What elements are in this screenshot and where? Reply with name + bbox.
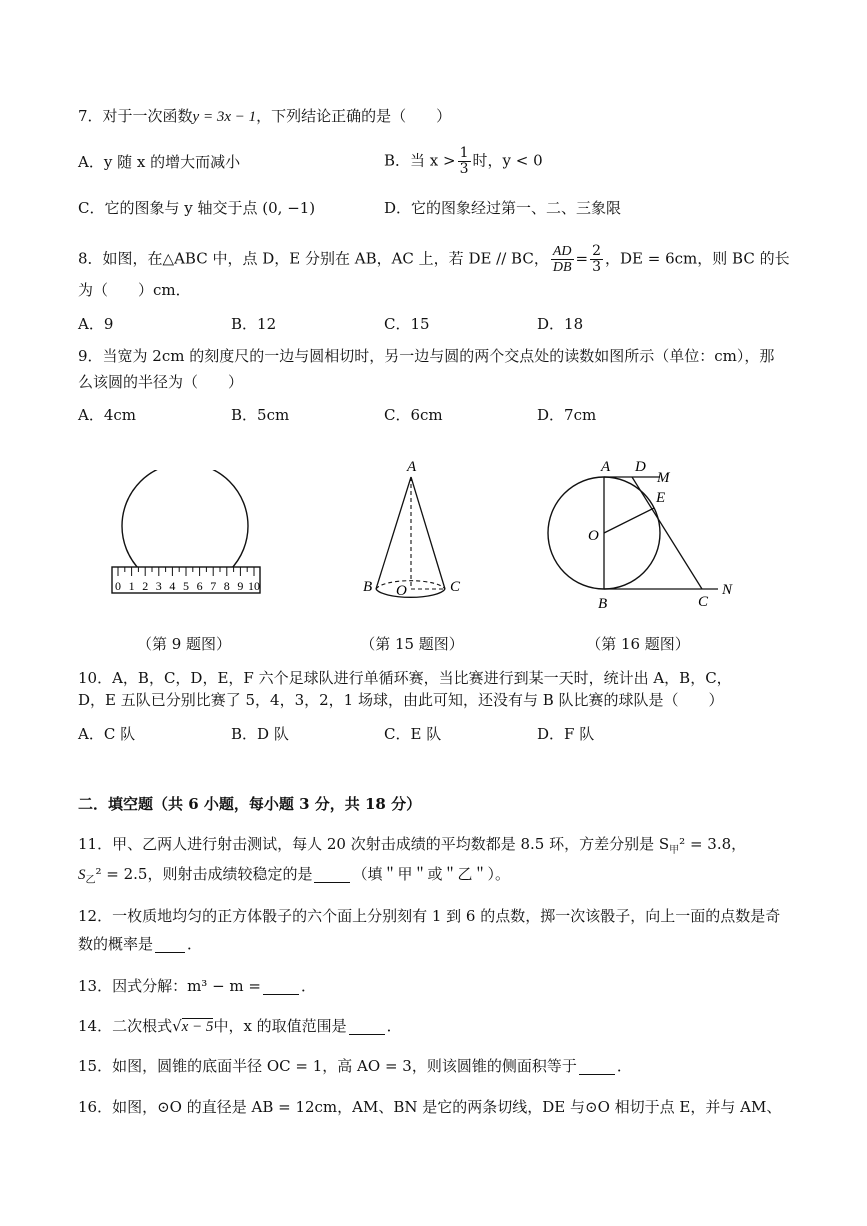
q7-option-d: D．它的图象经过第一、二、三象限 — [384, 199, 622, 217]
q15-answer-blank[interactable] — [579, 1058, 615, 1075]
fig16-label-e: E — [656, 490, 666, 506]
ruler-label: 0 — [115, 579, 121, 593]
q9-option-c: C．6cm — [384, 406, 443, 424]
ruler-label: 9 — [237, 579, 244, 593]
figure-16 — [540, 455, 745, 615]
fig15-label-a: A — [407, 459, 417, 475]
fig16-caption: （第 16 题图） — [586, 635, 690, 653]
q8-stem-line2: 为（ ）cm． — [78, 281, 191, 299]
q11-stem-line1: 11．甲、乙两人进行射击测试，每人 20 次射击成绩的平均数都是 8.5 环，方差分别是 $S_甲^2 = 3.8$， — [78, 835, 747, 856]
q14-stem: 14．二次根式√x − 5中，x 的取值范围是 ． — [78, 1017, 402, 1035]
q9-option-a: A．4cm — [78, 406, 137, 424]
fig15-caption: （第 15 题图） — [360, 635, 464, 653]
fig16-label-b: B — [598, 596, 608, 612]
q14-answer-blank[interactable] — [349, 1018, 385, 1035]
q12-answer-blank[interactable] — [155, 936, 185, 953]
q9-stem-line1: 9．当宽为 2cm 的刻度尺的一边与圆相切时，另一边与圆的两个交点处的读数如图所示（单位：cm），那 — [78, 347, 775, 365]
q7-option-c: C．它的图象与 y 轴交于点 (0, −1) — [78, 199, 316, 217]
q7-option-a: A．y 随 x 的增大而减小 — [78, 153, 241, 171]
q7-fraction: $\frac{1}{3}$ — [459, 145, 469, 177]
q11-answer-blank[interactable] — [314, 866, 350, 883]
q16-stem: 16．如图，⊙O 的直径是 AB = 12cm，AM、BN 是它的两条切线，DE 与⊙O 相切于点 E，并与 AM、 — [78, 1098, 782, 1116]
q8-option-c: C．15 — [384, 315, 430, 333]
q10-option-b: B．D 队 — [231, 725, 289, 743]
q8-fraction-left: $\frac{AD}{DB}$ — [552, 244, 572, 275]
ruler-label: 2 — [142, 579, 149, 593]
fig16-radius-oe — [604, 508, 654, 533]
ruler-label: 3 — [155, 579, 162, 593]
fig15-label-b: B — [363, 579, 373, 595]
q7-stem: 7．对于一次函数y = 3x − 1，下列结论正确的是（ ） — [78, 107, 452, 125]
fig15-label-c: C — [450, 579, 461, 595]
q8-stem-line1: 8．如图，在△ABC 中，点 D，E 分别在 AB，AC 上，若 DE // BC， $\frac{AD}{DB}$ = $\frac{2}{3}$ ，DE = 6cm，则 BC 的长 — [78, 243, 790, 275]
ruler-label: 10 — [248, 579, 260, 593]
q13-stem: 13．因式分解：m³ − m = ． — [78, 977, 317, 995]
fig16-label-a: A — [601, 459, 611, 475]
q15-stem: 15．如图，圆锥的底面半径 OC = 1，高 AO = 3，则该圆锥的侧面积等于 ． — [78, 1057, 632, 1075]
q10-option-c: C．E 队 — [384, 725, 442, 743]
figure-15 — [355, 455, 475, 605]
fig15-slant-left — [376, 477, 411, 589]
ruler-label: 1 — [128, 579, 135, 593]
fig16-label-d: D — [635, 459, 646, 475]
ruler-label: 7 — [210, 579, 217, 593]
ruler-label: 6 — [196, 579, 203, 593]
fig16-label-n: N — [722, 582, 733, 598]
q8-fraction-right: $\frac{2}{3}$ — [592, 243, 602, 275]
q12-stem-line1: 12．一枚质地均匀的正方体骰子的六个面上分别刻有 1 到 6 的点数，掷一次该骰子，向上一面的点数是奇 — [78, 907, 781, 925]
ruler-label: 5 — [183, 579, 189, 593]
q9-option-d: D．7cm — [537, 406, 597, 424]
fig16-tangent-dc — [632, 477, 702, 589]
q9-stem-line2: 么该圆的半径为（ ） — [78, 373, 244, 391]
q10-option-a: A．C 队 — [78, 725, 136, 743]
q10-option-d: D．F 队 — [537, 725, 595, 743]
sqrt-symbol: √ — [172, 1017, 182, 1035]
fig15-base-front — [376, 589, 445, 597]
q13-answer-blank[interactable] — [263, 978, 299, 995]
fig16-label-o: O — [588, 528, 599, 544]
fig16-label-c: C — [698, 594, 709, 610]
ruler-label: 4 — [169, 579, 176, 593]
q11-stem-line2: $S_乙^2 = 2.5$，则射击成绩较稳定的是 （填＂甲＂或＂乙＂）。 — [78, 865, 510, 886]
q9-option-b: B．5cm — [231, 406, 290, 424]
ruler-label: 8 — [223, 579, 230, 593]
q8-option-b: B．12 — [231, 315, 277, 333]
q8-option-d: D．18 — [537, 315, 584, 333]
fig9-caption: （第 9 题图） — [136, 635, 232, 653]
q12-stem-line2: 数的概率是 ． — [78, 935, 203, 953]
q8-option-a: A．9 — [78, 315, 114, 333]
fig16-label-m: M — [657, 470, 670, 486]
fig15-slant-right — [411, 477, 445, 589]
q10-stem-line2: D，E 五队已分别比赛了 5，4，3，2，1 场球，由此可知，还没有与 B 队比赛的球队是（ ） — [78, 691, 724, 709]
section-2-title: 二．填空题（共 6 小题，每小题 3 分，共 18 分） — [78, 795, 422, 813]
q7-option-b: B．当 x > $\frac{1}{3}$ 时，y < 0 — [384, 145, 543, 177]
figure-9 — [100, 470, 270, 605]
fig15-label-o: O — [396, 583, 407, 599]
q10-stem-line1: 10．A，B，C，D，E，F 六个足球队进行单循环赛，当比赛进行到某一天时，统计出 A，B，C， — [78, 669, 732, 687]
